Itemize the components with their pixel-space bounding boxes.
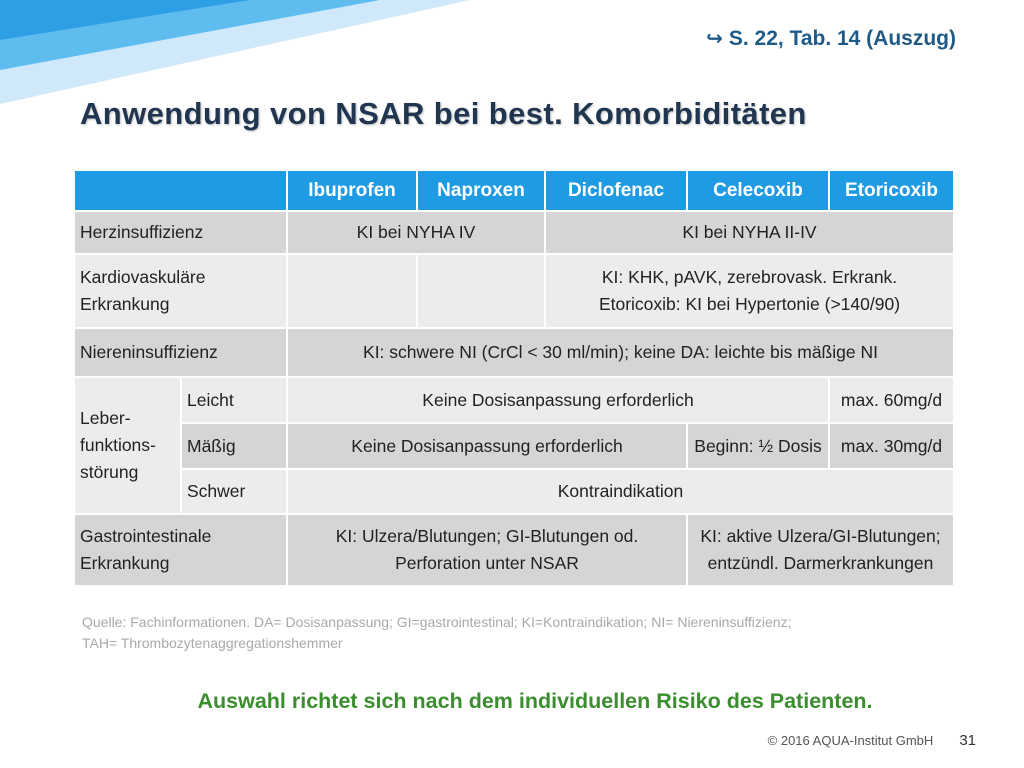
row-niereninsuffizienz bbox=[74, 328, 954, 377]
header-celecoxib: Celecoxib bbox=[687, 170, 829, 211]
cell-leicht-etoricoxib: max. 60mg/d bbox=[829, 377, 954, 423]
sublabel-leicht: Leicht bbox=[181, 377, 287, 423]
conclusion-text: Auswahl richtet sich nach dem individuellen Risiko des Patienten. bbox=[197, 689, 873, 713]
row-leber-schwer bbox=[74, 469, 954, 514]
row-kardiovaskulaer bbox=[74, 254, 954, 328]
header-ibuprofen: Ibuprofen bbox=[287, 170, 417, 211]
cell-maessig-celecoxib: Beginn: ½ Dosis bbox=[687, 423, 829, 469]
copyright: © 2016 AQUA-Institut GmbH bbox=[767, 733, 934, 748]
sublabel-schwer: Schwer bbox=[181, 469, 287, 514]
row-leber-maessig bbox=[74, 423, 954, 469]
cell-kardio-naproxen bbox=[417, 254, 545, 328]
source-line-2: TAH= Thrombozytenaggregationshemmer bbox=[82, 635, 343, 651]
source-note bbox=[82, 612, 942, 654]
cell-leicht-main: Keine Dosisanpassung erforderlich bbox=[287, 377, 829, 423]
cell-herz-rest: KI bei NYHA II-IV bbox=[545, 211, 954, 254]
comorbidity-table bbox=[73, 169, 955, 587]
arrow-return-icon: ↪ bbox=[706, 28, 723, 50]
cell-herz-ibu-nap: KI bei NYHA IV bbox=[287, 211, 545, 254]
table-header-row bbox=[74, 170, 954, 211]
sublabel-maessig: Mäßig bbox=[181, 423, 287, 469]
row-label-niere: Niereninsuffizienz bbox=[74, 328, 287, 377]
row-herzinsuffizienz bbox=[74, 211, 954, 254]
row-label-herz: Herzinsuffizienz bbox=[74, 211, 287, 254]
row-label-gastro: Gastrointestinale Erkrankung bbox=[74, 514, 287, 586]
page-number: 31 bbox=[959, 732, 976, 749]
cell-maessig-etoricoxib: max. 30mg/d bbox=[829, 423, 954, 469]
cell-gastro-left: KI: Ulzera/Blutungen; GI-Blutungen od. Perforation unter NSAR bbox=[287, 514, 687, 586]
slide-title: Anwendung von NSAR bei best. Komorbiditäten bbox=[80, 96, 807, 131]
header-etoricoxib: Etoricoxib bbox=[829, 170, 954, 211]
source-line-1: Quelle: Fachinformationen. DA= Dosisanpassung; GI=gastrointestinal; KI=Kontraindikation; NI= Niereninsuffizienz; bbox=[82, 614, 792, 630]
kardio-line-1: KI: KHK, pAVK, zerebrovask. Erkrank. bbox=[601, 267, 898, 287]
cell-gastro-right: KI: aktive Ulzera/GI-Blutungen; entzündl. Darmerkrankungen bbox=[687, 514, 954, 586]
cell-maessig-main: Keine Dosisanpassung erforderlich bbox=[287, 423, 687, 469]
cell-kardio-ibuprofen bbox=[287, 254, 417, 328]
row-label-leber: Leber-funktions-störung bbox=[74, 377, 181, 514]
reference-text: S. 22, Tab. 14 (Auszug) bbox=[728, 26, 956, 50]
slide-footer bbox=[768, 732, 976, 749]
cell-kardio-cox bbox=[545, 254, 954, 328]
row-label-kardio: Kardiovaskuläre Erkrankung bbox=[74, 254, 287, 328]
reference-note bbox=[706, 26, 956, 51]
row-gastrointestinal bbox=[74, 514, 954, 586]
header-blank bbox=[74, 170, 287, 211]
row-leber-leicht bbox=[74, 377, 954, 423]
cell-niere: KI: schwere NI (CrCl < 30 ml/min); keine DA: leichte bis mäßige NI bbox=[287, 328, 954, 377]
kardio-line-2: Etoricoxib: KI bei Hypertonie (>140/90) bbox=[598, 294, 901, 314]
cell-schwer: Kontraindikation bbox=[287, 469, 954, 514]
header-diclofenac: Diclofenac bbox=[545, 170, 687, 211]
header-naproxen: Naproxen bbox=[417, 170, 545, 211]
